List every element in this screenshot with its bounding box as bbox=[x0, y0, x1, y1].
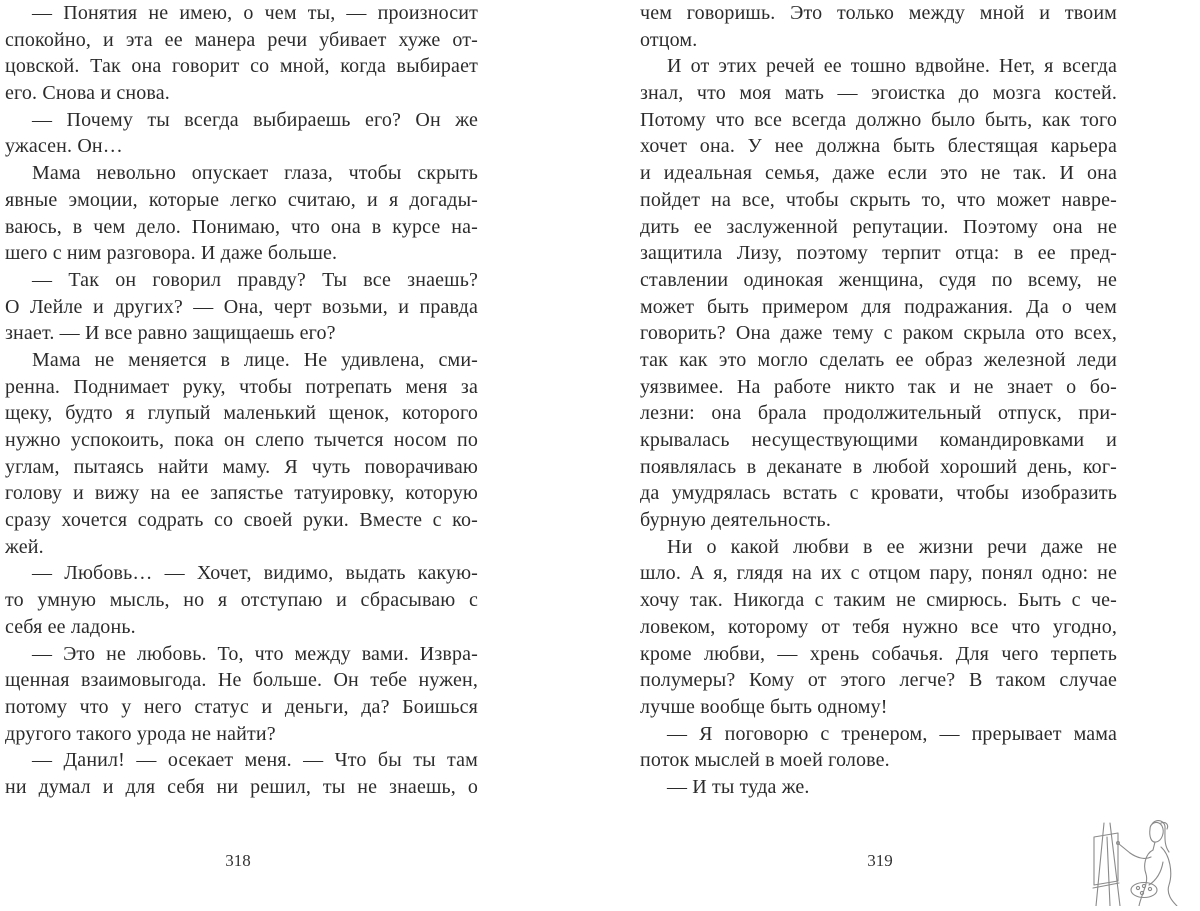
paragraph bbox=[5, 107, 478, 160]
text-line: шего с ним разговора. И даже больше. bbox=[5, 242, 338, 265]
text-line: и идеальная семья, даже если это не так. И она bbox=[640, 162, 1117, 185]
paragraph bbox=[5, 560, 478, 640]
text-line: лучше вообще быть одному! bbox=[640, 695, 888, 718]
text-line: Мама невольно опускает глаза, чтобы скрыть bbox=[32, 162, 478, 185]
paragraph bbox=[5, 160, 478, 267]
text-line: — Почему ты всегда выбираешь его? Он же bbox=[32, 108, 478, 131]
text-line: лезни: она брала продолжительный отпуск, при- bbox=[640, 402, 1117, 425]
text-line: да умудрялась встать с кровати, чтобы изобразить bbox=[640, 482, 1117, 505]
text-line: хочет она. У нее должна быть блестящая карьера bbox=[640, 135, 1117, 158]
paragraph bbox=[5, 0, 478, 107]
text-line: сразу хочется содрать со своей руки. Вместе с ко- bbox=[5, 509, 478, 532]
text-line: себя ее ладонь. bbox=[5, 615, 136, 638]
text-line: защитила Лизу, поэтому терпит отца: в ее пред- bbox=[640, 242, 1117, 265]
text-line: явные эмоции, которые легко считаю, и я догады- bbox=[5, 188, 478, 211]
text-line: знал, что моя мать — эгоистка до мозга костей. bbox=[640, 82, 1117, 105]
text-line: кроме любви, — хрень собачья. Для чего терпеть bbox=[640, 642, 1117, 665]
text-line: то умную мысль, но я отступаю и сбрасываю с bbox=[5, 589, 478, 612]
text-line: поток мыслей в моей голове. bbox=[640, 749, 890, 772]
text-line: — Данил! — осекает меня. — Что бы ты там bbox=[32, 749, 478, 772]
paragraph bbox=[640, 53, 1117, 533]
text-line: — И ты туда же. bbox=[667, 775, 810, 798]
text-line: бурную деятельность. bbox=[640, 509, 831, 532]
text-line: Потому что все всегда должно было быть, как того bbox=[640, 108, 1117, 131]
text-line: отцом. bbox=[640, 28, 698, 51]
text-line: потому что у него статус и деньги, да? Боишься bbox=[5, 695, 478, 718]
text-line: щенная взаимовыгода. Не больше. Он тебе нужен, bbox=[5, 669, 478, 692]
paragraph bbox=[5, 747, 478, 800]
page-number-right: 319 bbox=[867, 851, 893, 870]
text-line: так как это могло сделать ее образ железной леди bbox=[640, 348, 1117, 371]
text-line: нужно успокоить, пока он слепо тычется носом по bbox=[5, 429, 478, 451]
text-line: щеку, будто я глупый маленький щенок, которого bbox=[5, 402, 478, 425]
text-line: — Это не любовь. То, что между вами. Извра- bbox=[32, 642, 478, 665]
text-line: шло. А я, глядя на их с отцом пару, понял одно: не bbox=[640, 562, 1117, 585]
text-line: другого такого урода не найти? bbox=[5, 722, 276, 745]
text-line: может быть примером для подражания. Да о чем bbox=[640, 295, 1117, 318]
text-line: ренна. Поднимает руку, чтобы потрепать меня за bbox=[5, 375, 478, 398]
text-line: — Любовь… — Хочет, видимо, выдать какую- bbox=[32, 562, 478, 585]
text-line: ни думал и для себя ни решил, ты не знаешь, о bbox=[5, 775, 478, 798]
text-line: дить ее заслуженной репутации. Поэтому она не bbox=[640, 215, 1117, 238]
text-line: — Так он говорил правду? Ты все знаешь? bbox=[32, 268, 478, 291]
paragraph bbox=[5, 641, 478, 748]
text-line: крывалась несуществующими командировками и bbox=[640, 429, 1117, 451]
paragraph bbox=[640, 721, 1117, 774]
text-line: хочу так. Никогда с таким не смирюсь. Быть с че- bbox=[640, 589, 1117, 612]
right-page bbox=[640, 0, 1117, 801]
text-line: чем говоришь. Это только между мной и твоим bbox=[640, 2, 1117, 24]
text-line: Мама не меняется в лице. Не удивлена, сми- bbox=[32, 348, 478, 371]
text-line: ставлении одинокая женщина, судя по всему, не bbox=[640, 268, 1117, 291]
text-line: появлялась в деканате в любой хороший день, ког- bbox=[640, 455, 1117, 478]
left-page bbox=[5, 0, 478, 801]
text-line: жей. bbox=[5, 535, 44, 558]
text-line: — Понятия не имею, о чем ты, — произносит bbox=[32, 2, 478, 24]
text-line: спокойно, и эта ее манера речи убивает хуже от- bbox=[5, 28, 478, 51]
text-line: полумеры? Кому от этого легче? В таком случае bbox=[640, 669, 1117, 692]
text-line: знает. — И все равно защищаешь его? bbox=[5, 322, 336, 345]
text-line: его. Снова и снова. bbox=[5, 82, 170, 105]
text-line: Ни о какой любви в ее жизни речи даже не bbox=[667, 535, 1117, 558]
text-line: пойдет на все, чтобы скрыть то, что может навре- bbox=[640, 188, 1117, 211]
text-line: голову и вижу на ее запястье татуировку, которую bbox=[5, 482, 478, 505]
text-line: ваюсь, в чем дело. Понимаю, что она в курсе на- bbox=[5, 215, 478, 238]
paragraph bbox=[5, 267, 478, 347]
text-line: И от этих речей ее тошно вдвойне. Нет, я всегда bbox=[667, 55, 1117, 78]
text-line: ужасен. Он… bbox=[5, 135, 123, 158]
text-line: — Я поговорю с тренером, — прерывает мама bbox=[667, 722, 1117, 745]
text-line: цовской. Так она говорит со мной, когда выбирает bbox=[5, 55, 478, 78]
paragraph bbox=[640, 534, 1117, 721]
text-line: ловеком, которому от тебя нужно все что угодно, bbox=[640, 615, 1117, 638]
paragraph bbox=[640, 0, 1117, 53]
text-line: углам, пытаясь найти маму. Я чуть поворачиваю bbox=[5, 455, 478, 478]
paragraph bbox=[5, 347, 478, 561]
text-line: говорить? Она даже тему с раком скрыла ото всех, bbox=[640, 322, 1117, 345]
woman-painting-at-easel-icon bbox=[1060, 815, 1200, 906]
text-line: О Лейле и других? — Она, черт возьми, и правда bbox=[5, 295, 478, 318]
paragraph bbox=[640, 774, 1117, 801]
page-number-left: 318 bbox=[225, 851, 251, 870]
text-line: уязвимее. На работе никто так и не знает о бо- bbox=[640, 375, 1117, 398]
